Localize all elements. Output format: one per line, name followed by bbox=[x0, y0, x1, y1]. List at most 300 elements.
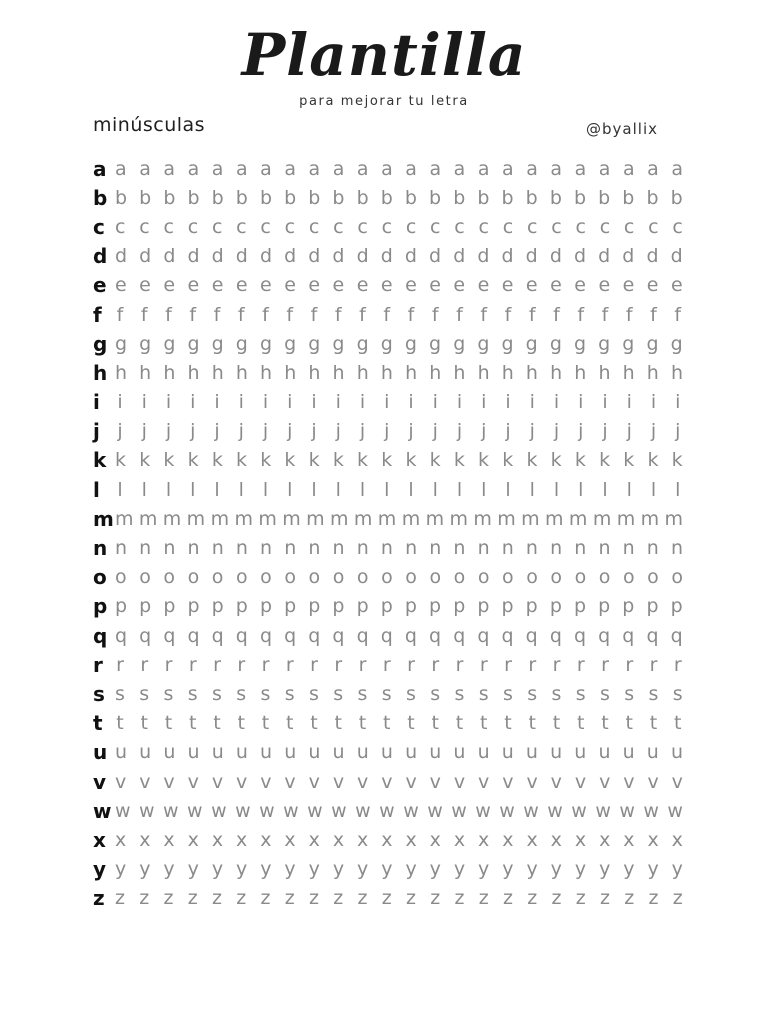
trace-letter: b bbox=[525, 186, 538, 209]
trace-letter: g bbox=[670, 332, 683, 355]
trace-letter: x bbox=[381, 828, 393, 851]
trace-letter: k bbox=[115, 449, 127, 472]
trace-letter: m bbox=[258, 507, 277, 530]
lead-letter: a bbox=[93, 156, 107, 181]
trace-letter: v bbox=[550, 770, 562, 793]
trace-letter: m bbox=[592, 507, 612, 530]
trace-letter: g bbox=[163, 332, 176, 355]
trace-letter: d bbox=[549, 245, 562, 268]
trace-letter: j bbox=[165, 420, 172, 443]
lead-letter: b bbox=[93, 185, 108, 210]
trace-letter: z bbox=[187, 887, 198, 910]
trace-letter: x bbox=[139, 828, 151, 851]
trace-letter: d bbox=[284, 245, 297, 268]
trace-letter: q bbox=[477, 624, 490, 647]
trace-letter: z bbox=[672, 887, 683, 910]
trace-letter: w bbox=[427, 799, 443, 822]
trace-letter: h bbox=[284, 361, 297, 384]
trace-letter: i bbox=[141, 391, 147, 414]
trace-letter: z bbox=[333, 887, 344, 910]
trace-letter: l bbox=[238, 478, 244, 501]
trace-letter: a bbox=[115, 157, 127, 180]
trace-letter: g bbox=[549, 332, 562, 355]
trace-letter: m bbox=[210, 507, 230, 530]
trace-letter: b bbox=[115, 186, 128, 209]
trace-letter: p bbox=[115, 595, 128, 618]
trace-letter: j bbox=[384, 420, 390, 443]
trace-letter: a bbox=[139, 157, 151, 180]
trace-letter: r bbox=[140, 653, 149, 676]
trace-letter: t bbox=[213, 712, 221, 735]
trace-letter: v bbox=[381, 770, 393, 793]
trace-letter: c bbox=[163, 215, 174, 238]
trace-letter: c bbox=[526, 215, 538, 238]
trace-letter: m bbox=[664, 507, 683, 530]
trace-letter: p bbox=[622, 595, 635, 618]
trace-letter: a bbox=[405, 157, 417, 180]
trace-letter: a bbox=[502, 157, 514, 180]
trace-letter: c bbox=[236, 215, 247, 238]
trace-letter: b bbox=[429, 186, 442, 209]
trace-letter: x bbox=[453, 828, 466, 851]
trace-letter: q bbox=[332, 624, 345, 647]
trace-letter: p bbox=[573, 595, 587, 618]
trace-letters bbox=[111, 158, 683, 180]
trace-letter: z bbox=[309, 887, 319, 910]
trace-letter: d bbox=[332, 245, 345, 268]
trace-letter: a bbox=[550, 157, 563, 180]
trace-letter: d bbox=[622, 245, 635, 268]
trace-letter: q bbox=[622, 624, 635, 647]
trace-letter: q bbox=[380, 624, 393, 647]
trace-letter: h bbox=[115, 361, 128, 384]
trace-letter: o bbox=[502, 566, 514, 589]
trace-letter: y bbox=[260, 858, 272, 881]
trace-letter: t bbox=[504, 712, 512, 735]
trace-letter: n bbox=[501, 537, 514, 560]
trace-letter: c bbox=[333, 215, 344, 238]
trace-letter: o bbox=[598, 566, 611, 589]
trace-letter: u bbox=[646, 741, 659, 764]
trace-letter: o bbox=[453, 566, 466, 589]
trace-letter: u bbox=[380, 741, 393, 764]
trace-letter: n bbox=[380, 537, 393, 560]
trace-letter: n bbox=[260, 537, 273, 560]
letter-row-u bbox=[93, 738, 683, 767]
trace-letter: w bbox=[235, 799, 251, 822]
trace-letter: a bbox=[381, 157, 393, 180]
trace-letter: m bbox=[521, 507, 540, 530]
lead-letter: j bbox=[93, 419, 100, 444]
trace-letter: a bbox=[598, 157, 611, 180]
trace-letter: o bbox=[284, 566, 296, 589]
trace-letter: v bbox=[671, 770, 683, 793]
trace-letter: m bbox=[138, 507, 158, 530]
trace-letter: s bbox=[575, 682, 586, 705]
letter-row-a bbox=[93, 154, 683, 183]
trace-letters bbox=[111, 829, 683, 851]
trace-letter: b bbox=[573, 186, 587, 209]
trace-letter: q bbox=[115, 624, 128, 647]
trace-letter: g bbox=[284, 332, 297, 355]
trace-letter: j bbox=[141, 420, 147, 443]
trace-letter: m bbox=[234, 507, 253, 530]
lead-letter: e bbox=[93, 273, 107, 298]
trace-letter: z bbox=[478, 887, 489, 910]
trace-letter: n bbox=[405, 537, 418, 560]
trace-letter: b bbox=[139, 186, 152, 209]
trace-letter: o bbox=[260, 566, 272, 589]
trace-letter: p bbox=[646, 595, 659, 618]
trace-letter: g bbox=[404, 332, 417, 355]
trace-letter: q bbox=[453, 624, 466, 647]
trace-letter: s bbox=[406, 682, 416, 705]
trace-letter: t bbox=[383, 712, 391, 735]
trace-letter: c bbox=[575, 215, 586, 238]
trace-letter: g bbox=[115, 332, 128, 355]
trace-letter: q bbox=[670, 624, 683, 647]
letter-row-n bbox=[93, 533, 683, 562]
trace-letter: h bbox=[622, 361, 635, 384]
trace-letter: i bbox=[117, 391, 123, 414]
lead-letter: s bbox=[93, 681, 105, 706]
trace-letter: q bbox=[235, 624, 248, 647]
trace-letter: t bbox=[552, 712, 561, 735]
trace-letter: f bbox=[577, 303, 585, 326]
trace-letter: u bbox=[598, 741, 611, 764]
trace-letter: r bbox=[164, 653, 173, 676]
trace-letter: c bbox=[284, 215, 296, 238]
trace-letter: m bbox=[306, 507, 325, 530]
trace-letter: y bbox=[574, 858, 587, 881]
trace-letter: m bbox=[568, 507, 588, 530]
trace-letter: y bbox=[357, 858, 369, 881]
trace-letter: c bbox=[381, 215, 393, 238]
trace-letter: p bbox=[670, 595, 683, 618]
trace-letter: c bbox=[454, 215, 465, 238]
trace-letter: x bbox=[115, 828, 127, 851]
trace-letter: x bbox=[405, 828, 417, 851]
trace-letter: v bbox=[332, 770, 345, 793]
lead-letter: p bbox=[93, 594, 108, 619]
letter-row-h bbox=[93, 358, 683, 387]
trace-letter: l bbox=[481, 478, 487, 501]
trace-letter: l bbox=[141, 478, 147, 501]
trace-letter: l bbox=[529, 478, 535, 501]
trace-letter: o bbox=[429, 566, 442, 589]
trace-letter: d bbox=[404, 245, 417, 268]
trace-letter: a bbox=[356, 157, 369, 180]
trace-letter: c bbox=[478, 215, 489, 238]
trace-letter: g bbox=[356, 332, 369, 355]
trace-letter: k bbox=[405, 449, 417, 472]
trace-letter: b bbox=[453, 186, 466, 209]
trace-letter: w bbox=[547, 799, 563, 822]
trace-letter: u bbox=[501, 741, 514, 764]
trace-letter: u bbox=[115, 741, 128, 764]
letter-row-d bbox=[93, 242, 683, 271]
trace-letters bbox=[111, 654, 683, 676]
trace-letter: y bbox=[332, 858, 345, 881]
trace-letter: t bbox=[116, 712, 124, 735]
trace-letter: l bbox=[335, 478, 341, 501]
trace-letter: l bbox=[190, 478, 196, 501]
trace-letter: e bbox=[332, 274, 345, 297]
trace-letter: f bbox=[286, 303, 294, 326]
trace-letter: r bbox=[673, 653, 682, 676]
trace-letter: c bbox=[672, 215, 683, 238]
trace-letter: f bbox=[625, 303, 633, 326]
trace-letter: w bbox=[595, 799, 611, 822]
trace-letter: f bbox=[456, 303, 463, 326]
trace-letter: n bbox=[284, 537, 297, 560]
trace-letter: m bbox=[473, 507, 492, 530]
trace-letter: w bbox=[475, 799, 491, 822]
trace-letter: e bbox=[187, 274, 200, 297]
trace-letter: e bbox=[115, 274, 127, 297]
letter-row-l bbox=[93, 475, 683, 504]
trace-letter: p bbox=[259, 595, 272, 618]
trace-letter: i bbox=[384, 391, 390, 414]
letter-row-y bbox=[93, 855, 683, 884]
trace-letter: u bbox=[284, 741, 297, 764]
trace-letter: f bbox=[553, 303, 560, 326]
trace-letter: s bbox=[139, 682, 150, 705]
trace-letter: e bbox=[139, 274, 151, 297]
letter-row-q bbox=[93, 621, 683, 650]
trace-letter: u bbox=[429, 741, 442, 764]
trace-letter: n bbox=[622, 537, 635, 560]
trace-letter: o bbox=[163, 566, 175, 589]
trace-letter: g bbox=[429, 332, 442, 355]
trace-letter: h bbox=[598, 361, 611, 384]
trace-letter: x bbox=[647, 828, 659, 851]
trace-letter: d bbox=[211, 245, 224, 268]
trace-letter: y bbox=[526, 858, 538, 881]
trace-letter: k bbox=[526, 449, 538, 472]
trace-letter: x bbox=[550, 828, 562, 851]
trace-letter: m bbox=[616, 507, 636, 530]
trace-letter: z bbox=[236, 887, 247, 910]
trace-letter: n bbox=[477, 537, 490, 560]
trace-letter: o bbox=[332, 566, 345, 589]
page-title: Plantilla bbox=[241, 21, 527, 89]
trace-letter: f bbox=[334, 303, 342, 326]
trace-letter: m bbox=[282, 507, 301, 530]
trace-letter: d bbox=[115, 245, 128, 268]
trace-letter: l bbox=[432, 478, 438, 501]
letter-row-e bbox=[93, 271, 683, 300]
trace-letter: i bbox=[287, 391, 293, 414]
trace-letter: l bbox=[408, 478, 414, 501]
trace-letter: r bbox=[479, 653, 488, 676]
trace-letter: c bbox=[187, 215, 199, 238]
trace-letter: b bbox=[549, 186, 562, 209]
trace-letter: x bbox=[671, 828, 683, 851]
trace-letter: x bbox=[357, 828, 369, 851]
trace-letter: k bbox=[332, 449, 344, 472]
trace-letter: v bbox=[429, 770, 441, 793]
trace-letter: q bbox=[356, 624, 369, 647]
trace-letter: e bbox=[501, 274, 514, 297]
trace-letter: u bbox=[308, 741, 321, 764]
trace-letter: b bbox=[646, 186, 659, 209]
trace-letter: u bbox=[139, 741, 152, 764]
trace-letter: q bbox=[646, 624, 659, 647]
trace-letter: g bbox=[332, 332, 345, 355]
trace-letter: x bbox=[623, 828, 635, 851]
letter-rows bbox=[93, 154, 683, 913]
trace-letter: a bbox=[308, 157, 321, 180]
trace-letter: h bbox=[332, 361, 345, 384]
trace-letter: g bbox=[573, 332, 587, 355]
letter-row-b bbox=[93, 183, 683, 212]
letter-row-k bbox=[93, 446, 683, 475]
trace-letter: o bbox=[187, 566, 200, 589]
trace-letter: j bbox=[214, 420, 220, 443]
letter-row-z bbox=[93, 884, 683, 913]
trace-letter: j bbox=[359, 420, 366, 443]
trace-letters bbox=[111, 216, 683, 238]
trace-letter: y bbox=[671, 858, 683, 881]
trace-letter: v bbox=[284, 770, 296, 793]
trace-letter: i bbox=[626, 391, 632, 414]
lead-letter: g bbox=[93, 331, 108, 356]
trace-letter: t bbox=[480, 712, 488, 735]
trace-letter: s bbox=[333, 682, 344, 705]
trace-letter: i bbox=[650, 391, 657, 414]
trace-letter: q bbox=[501, 624, 514, 647]
trace-letter: p bbox=[453, 595, 466, 618]
trace-letter: s bbox=[115, 682, 125, 705]
trace-letter: k bbox=[284, 449, 296, 472]
trace-letter: a bbox=[429, 157, 442, 180]
trace-letter: z bbox=[139, 887, 150, 910]
trace-letter: v bbox=[599, 770, 611, 793]
trace-letter: q bbox=[573, 624, 587, 647]
trace-letter: y bbox=[308, 858, 320, 881]
trace-letter: g bbox=[139, 332, 152, 355]
trace-letter: n bbox=[429, 537, 442, 560]
trace-letter: b bbox=[404, 186, 417, 209]
trace-letter: y bbox=[115, 858, 127, 881]
trace-letter: m bbox=[640, 507, 660, 530]
lead-letter: r bbox=[93, 652, 103, 677]
trace-letter: i bbox=[335, 391, 341, 414]
author-handle: @byallix bbox=[586, 120, 658, 138]
trace-letter: i bbox=[408, 391, 414, 414]
trace-letter: u bbox=[574, 741, 587, 764]
trace-letter: a bbox=[284, 157, 296, 180]
trace-letter: c bbox=[623, 215, 635, 238]
trace-letter: a bbox=[526, 157, 538, 180]
trace-letter: y bbox=[405, 858, 417, 881]
trace-letter: b bbox=[211, 186, 224, 209]
trace-letter: f bbox=[310, 303, 318, 326]
trace-letters bbox=[111, 858, 683, 880]
trace-letter: y bbox=[599, 858, 611, 881]
trace-letter: d bbox=[380, 245, 393, 268]
trace-letter: d bbox=[139, 245, 152, 268]
trace-letter: r bbox=[552, 653, 561, 676]
trace-letter: k bbox=[308, 449, 320, 472]
trace-letter: u bbox=[235, 741, 248, 764]
trace-letter: l bbox=[117, 478, 123, 501]
trace-letter: w bbox=[211, 799, 227, 822]
trace-letter: i bbox=[602, 391, 608, 414]
trace-letter: s bbox=[672, 682, 683, 705]
trace-letter: b bbox=[332, 186, 345, 209]
trace-letter: v bbox=[211, 770, 224, 793]
trace-letter: r bbox=[528, 653, 537, 676]
trace-letter: z bbox=[648, 887, 659, 910]
trace-letter: e bbox=[574, 274, 586, 297]
trace-letter: b bbox=[380, 186, 393, 209]
trace-letter: x bbox=[526, 828, 538, 851]
trace-letter: t bbox=[674, 712, 682, 735]
trace-letter: t bbox=[310, 712, 318, 735]
trace-letter: g bbox=[259, 332, 272, 355]
trace-letter: e bbox=[646, 274, 659, 297]
trace-letter: a bbox=[211, 157, 224, 180]
trace-letter: f bbox=[504, 303, 512, 326]
trace-letter: s bbox=[527, 682, 538, 705]
trace-letter: n bbox=[525, 537, 538, 560]
trace-letter: r bbox=[576, 653, 585, 676]
trace-letter: d bbox=[477, 245, 490, 268]
trace-letter: e bbox=[670, 274, 683, 297]
trace-letter: j bbox=[505, 420, 511, 443]
trace-letter: t bbox=[286, 712, 294, 735]
trace-letter: h bbox=[477, 361, 490, 384]
trace-letter: x bbox=[163, 828, 175, 851]
trace-letter: j bbox=[650, 420, 657, 443]
trace-letter: k bbox=[236, 449, 248, 472]
trace-letter: k bbox=[453, 449, 465, 472]
trace-letter: m bbox=[186, 507, 206, 530]
trace-letter: n bbox=[115, 537, 128, 560]
trace-letter: t bbox=[528, 712, 536, 735]
trace-letter: h bbox=[235, 361, 248, 384]
trace-letter: m bbox=[330, 507, 349, 530]
trace-letter: p bbox=[308, 595, 321, 618]
trace-letter: i bbox=[529, 391, 535, 414]
trace-letter: c bbox=[211, 215, 223, 238]
lead-letter: c bbox=[93, 214, 105, 239]
trace-letter: y bbox=[429, 858, 441, 881]
trace-letter: m bbox=[425, 507, 445, 530]
letter-row-i bbox=[93, 388, 683, 417]
trace-letter: k bbox=[211, 449, 223, 472]
trace-letter: f bbox=[359, 303, 366, 326]
trace-letter: u bbox=[163, 741, 176, 764]
trace-letter: m bbox=[377, 507, 397, 530]
trace-letter: o bbox=[381, 566, 393, 589]
trace-letter: w bbox=[283, 799, 299, 822]
trace-letter: i bbox=[214, 391, 220, 414]
trace-letter: g bbox=[622, 332, 635, 355]
trace-letter: o bbox=[356, 566, 369, 589]
trace-letter: u bbox=[670, 741, 683, 764]
trace-letter: j bbox=[481, 420, 487, 443]
trace-letter: g bbox=[598, 332, 611, 355]
lead-letter: z bbox=[93, 886, 105, 911]
trace-letter: h bbox=[550, 361, 563, 384]
trace-letter: z bbox=[115, 887, 125, 910]
trace-letter: f bbox=[601, 303, 609, 326]
trace-letters bbox=[111, 420, 683, 442]
trace-letter: s bbox=[212, 682, 222, 705]
